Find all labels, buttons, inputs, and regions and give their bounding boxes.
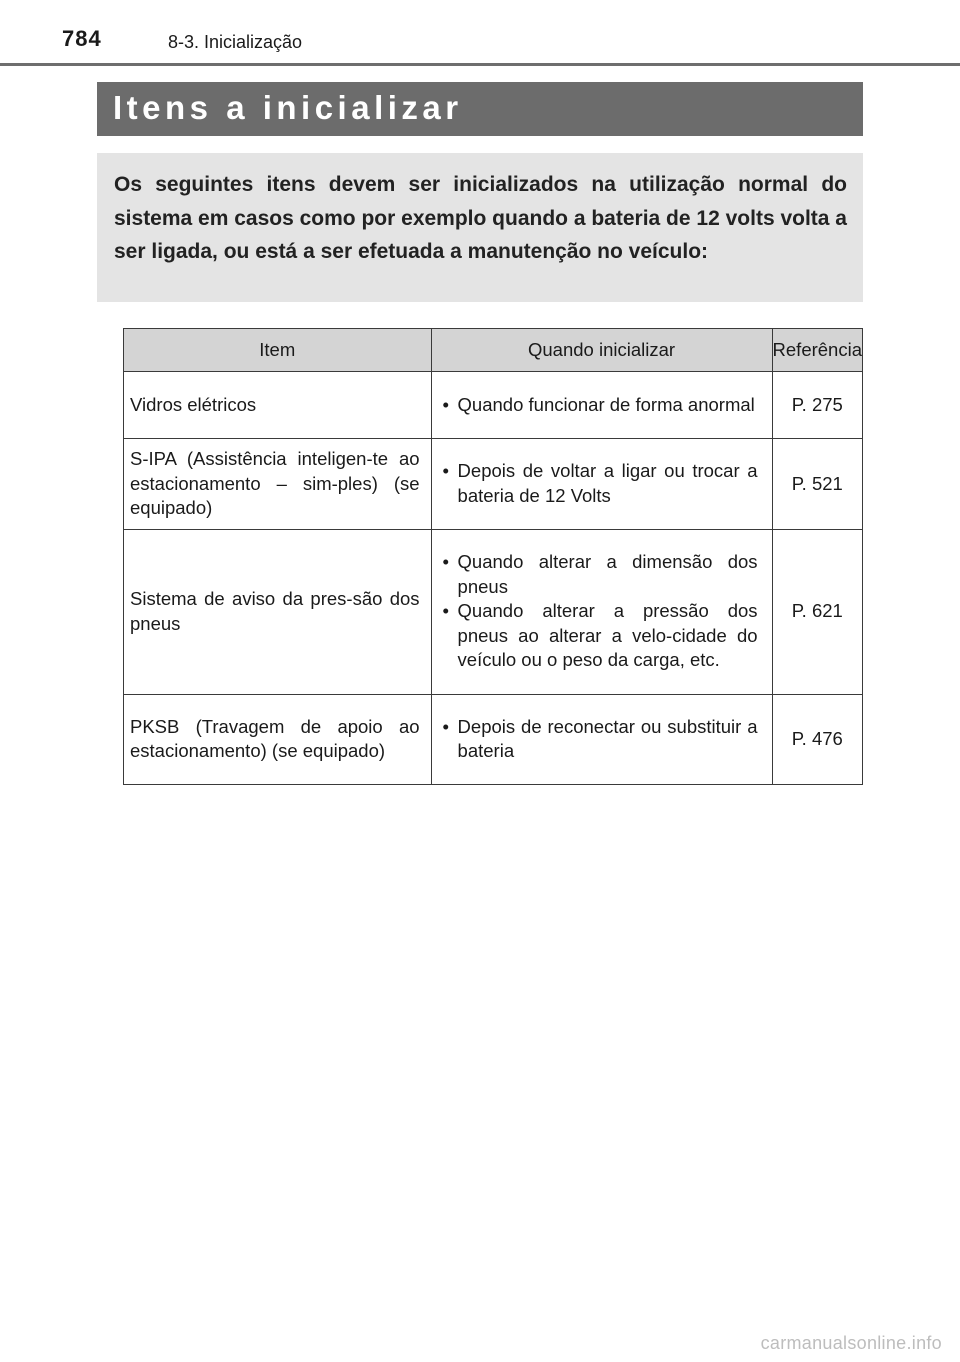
bullet-text: Quando alterar a dimensão dos pneus bbox=[457, 551, 758, 597]
when-cell bbox=[431, 439, 772, 530]
item-cell: Sistema de aviso da pres-são dos pneus bbox=[124, 529, 432, 694]
table-row bbox=[124, 529, 863, 694]
reference-cell: P. 275 bbox=[772, 372, 862, 439]
item-cell: Vidros elétricos bbox=[124, 372, 432, 439]
bullet-mark: • bbox=[442, 393, 450, 415]
title-bar bbox=[97, 82, 863, 136]
page-title: Itens a inicializar bbox=[113, 89, 463, 126]
item-cell: S-IPA (Assistência inteligen-te ao estacionamento – sim-ples) (se equipado) bbox=[124, 439, 432, 530]
table-header-row bbox=[124, 329, 863, 372]
bullet-text: Depois de voltar a ligar ou trocar a bateria de 12 Volts bbox=[457, 460, 758, 506]
header-item: Item bbox=[124, 329, 432, 372]
table-row bbox=[124, 694, 863, 784]
table-row bbox=[124, 372, 863, 439]
item-cell: PKSB (Travagem de apoio ao estacionamento) (se equipado) bbox=[124, 694, 432, 784]
bullet-item bbox=[443, 550, 758, 599]
header-when: Quando inicializar bbox=[431, 329, 772, 372]
page-number: 784 bbox=[62, 26, 102, 51]
reference-cell: P. 476 bbox=[772, 694, 862, 784]
bullet-mark: • bbox=[442, 551, 450, 573]
bullet-item bbox=[443, 459, 758, 508]
reference-cell: P. 621 bbox=[772, 529, 862, 694]
bullet-text: Quando alterar a pressão dos pneus ao alterar a velo-cidade do veículo ou o peso da carga, etc. bbox=[457, 600, 758, 671]
bullet-item bbox=[443, 715, 758, 764]
bullet-mark: • bbox=[442, 715, 450, 737]
table-row bbox=[124, 439, 863, 530]
watermark: carmanualsonline.info bbox=[760, 1333, 942, 1353]
initialization-table bbox=[123, 328, 863, 785]
bullet-text: Quando funcionar de forma anormal bbox=[457, 393, 755, 415]
header-reference: Referência bbox=[772, 329, 862, 372]
intro-box bbox=[97, 153, 863, 302]
bullet-mark: • bbox=[442, 460, 450, 482]
bullet-mark: • bbox=[442, 600, 450, 622]
reference-cell: P. 521 bbox=[772, 439, 862, 530]
bullet-item bbox=[443, 599, 758, 673]
when-cell bbox=[431, 694, 772, 784]
header-rule bbox=[0, 63, 960, 66]
section-label: 8-3. Inicialização bbox=[168, 32, 303, 52]
bullet-text: Depois de reconectar ou substituir a bateria bbox=[457, 715, 758, 761]
intro-text: Os seguintes itens devem ser inicializados na utilização normal do sistema em casos como por exemplo quando a bateria de 12 volts volta a ser ligada, ou está a ser efetuada a manutenção no veículo: bbox=[114, 173, 847, 263]
when-cell bbox=[431, 372, 772, 439]
when-cell bbox=[431, 529, 772, 694]
bullet-item bbox=[443, 393, 758, 418]
